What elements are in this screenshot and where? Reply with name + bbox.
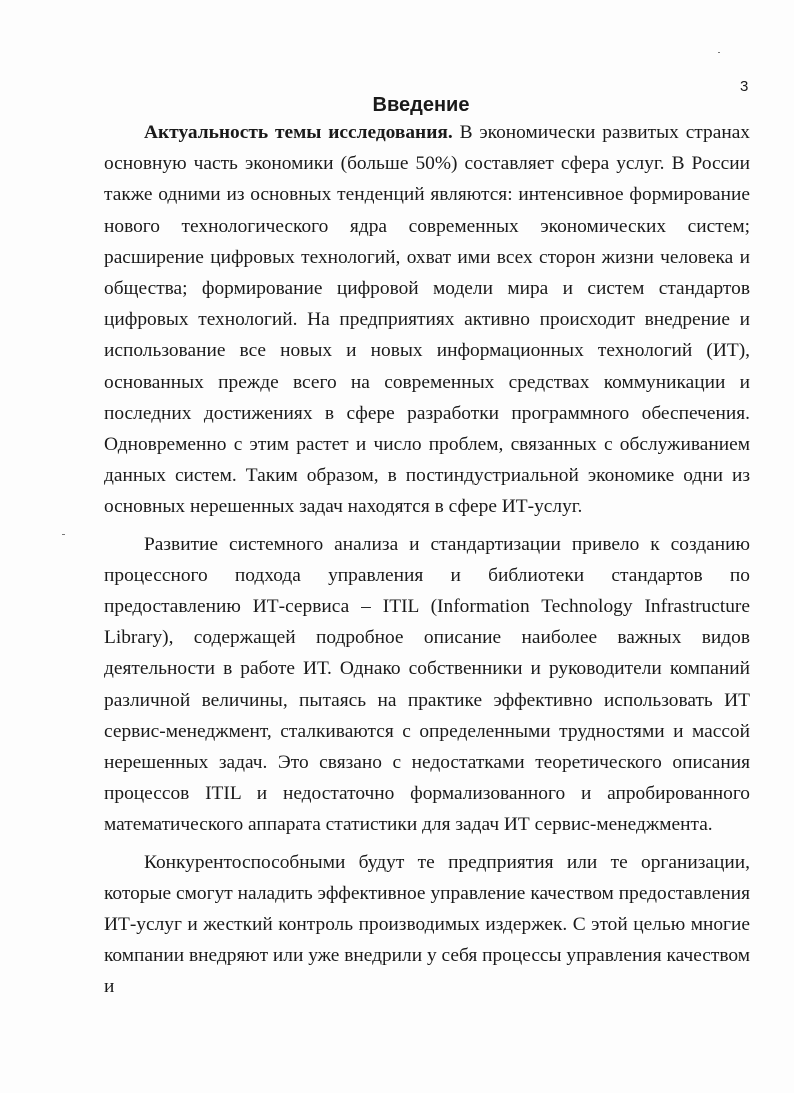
paragraph-text: В экономически развитых странах основную часть экономики (больше 50%) составляет сфера услуг. В России также одними из основных тенденций являются: интенсивное формирование нового технологического ядра современных экономических систем; расширение цифровых технологий, охват ими всех сторон жизни человека и общества; формирование цифровой модели мира и систем стандартов цифровых технологий. На предприятиях активно происходит внедрение и использование все новых и новых информационных технологий (ИТ), основанных прежде всего на современных средствах коммуникации и последних достижениях в сфере разработки программного обеспечения. Одновременно с этим растет и число проблем, связанных с обслуживанием данных систем. Таким образом, в постиндустриальной экономике одни из основных нерешенных задач находятся в сфере ИТ-услуг. bbox=[104, 122, 750, 518]
scan-speck bbox=[62, 534, 65, 535]
paragraph-lead: Актуальность темы исследования. bbox=[144, 122, 453, 143]
paragraph-itil: Развитие системного анализа и стандартизации привело к созданию процессного подхода управления и библиотеки стандартов по предоставлению ИТ-сервиса – ITIL (Information Technology Infrastructure Library), содержащей подробное описание наиболее важных видов деятельности в работе ИТ. Однако собственники и руководители компаний различной величины, пытаясь на практике эффективно использовать ИТ сервис-менеджмент, сталкиваются с определенными трудностями и массой нерешенных задач. Это связано с недостатками теоретического описания процессов ITIL и недостаточно формализованного и апробированного математического аппарата статистики для задач ИТ сервис-менеджмента. bbox=[104, 533, 750, 836]
scan-speck bbox=[718, 52, 720, 53]
page-number: 3 bbox=[740, 78, 749, 95]
paragraph-competitiveness: Конкурентоспособными будут те предприятия или те организации, которые смогут наладить эффективное управление качеством предоставления ИТ-услуг и жесткий контроль производимых издержек. С этой целью многие компании внедряют или уже внедрили у себя процессы управления качеством и bbox=[104, 851, 750, 998]
paragraph-relevance bbox=[104, 117, 750, 523]
document-body bbox=[104, 117, 750, 1003]
page-title: Введение bbox=[372, 94, 470, 116]
